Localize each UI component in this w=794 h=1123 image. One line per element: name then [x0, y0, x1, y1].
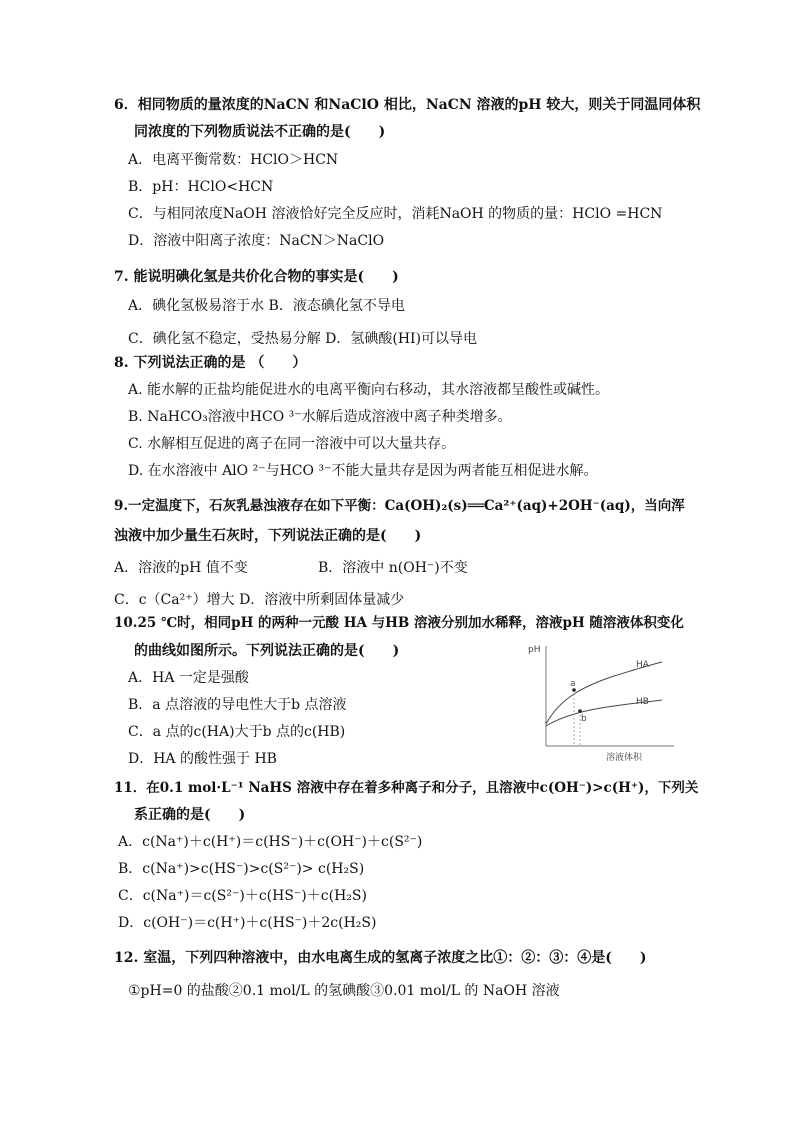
- point-b-label: b: [581, 714, 587, 724]
- q7-option-ab: A．碘化氢极易溶于水 B．液态碘化氢不导电: [128, 298, 405, 314]
- series-label-ha: HA: [636, 660, 649, 670]
- q10-stem-line2: 的曲线如图所示。下列说法正确的是( ): [134, 643, 400, 659]
- series-label-hb: HB: [636, 697, 649, 707]
- q6-option-b: B．pH：HClO<HCN: [128, 179, 274, 195]
- q10-option-c: C．a 点的c(HA)大于b 点的c(HB): [128, 724, 346, 740]
- q6-stem-line1: 6．相同物质的量浓度的NaCN 和NaClO 相比，NaCN 溶液的pH 较大，则关于同温同体积: [114, 97, 701, 113]
- q8-option-a: A. 能水解的正盐均能促进水的电离平衡向右移动，其水溶液都呈酸性或碱性。: [128, 382, 610, 398]
- ph-dilution-chart: [524, 640, 684, 762]
- q6-option-d: D．溶液中阳离子浓度：NaCN＞NaClO: [128, 233, 385, 249]
- q8-option-b: B. NaHCO₃溶液中HCO ³⁻水解后造成溶液中离子种类增多。: [128, 409, 512, 425]
- q8-option-d: D. 在水溶液中 AlO ²⁻与HCO ³⁻不能大量共存是因为两者能互相促进水解。: [128, 463, 598, 479]
- q10-stem-line1: 10.25 ℃时，相同pH 的两种一元酸 HA 与HB 溶液分别加水稀释，溶液pH 随溶液体积变化: [114, 615, 684, 631]
- q11-option-c: C．c(Na⁺)＝c(S²⁻)＋c(HS⁻)＋c(H₂S): [118, 888, 367, 904]
- q8-stem: 8. 下列说法正确的是 （ ）: [114, 355, 307, 371]
- q11-option-d: D．c(OH⁻)＝c(H⁺)＋c(HS⁻)＋2c(H₂S): [118, 915, 377, 931]
- q6-option-a: A．电离平衡常数：HClO＞HCN: [128, 152, 339, 168]
- x-axis-label: 溶液体积: [606, 753, 643, 762]
- q12-solutions-line: ①pH=0 的盐酸②0.1 mol/L 的氢碘酸③0.01 mol/L 的 NaOH 溶液: [128, 983, 560, 999]
- q10-option-b: B．a 点溶液的导电性大于b 点溶液: [128, 697, 347, 713]
- point-b-marker: [578, 709, 582, 713]
- chart-svg: [524, 640, 684, 762]
- point-a-label: a: [570, 679, 576, 689]
- q9-stem-line1: 9.一定温度下，石灰乳悬浊液存在如下平衡：Ca(OH)₂(s)══Ca²⁺(aq)+2OH⁻(aq)，当向浑: [114, 498, 685, 514]
- q6-stem-line2: 同浓度的下列物质说法不正确的是( ): [134, 124, 386, 140]
- q11-stem-line2: 系正确的是( ): [134, 807, 246, 823]
- q9-option-a: A．溶液的pH 值不变: [114, 560, 248, 576]
- q7-option-cd: C．碘化氢不稳定，受热易分解 D．氢碘酸(HI)可以导电: [128, 331, 478, 347]
- q9-option-cd: C．c（Ca²⁺）增大 D．溶液中所剩固体量减少: [114, 592, 405, 608]
- q10-option-d: D．HA 的酸性强于 HB: [128, 751, 277, 767]
- series-line-ha: [546, 662, 662, 724]
- q7-stem: 7. 能说明碘化氢是共价化合物的事实是( ): [114, 269, 399, 285]
- q12-stem: 12. 室温，下列四种溶液中，由水电离生成的氢离子浓度之比①：②：③：④是( ): [114, 950, 647, 966]
- q9-option-b: B．溶液中 n(OH⁻)不变: [318, 560, 468, 576]
- y-axis-label: pH: [528, 645, 541, 655]
- q11-option-b: B．c(Na⁺)>c(HS⁻)>c(S²⁻)> c(H₂S): [118, 861, 365, 877]
- q8-option-c: C. 水解相互促进的离子在同一溶液中可以大量共存。: [128, 436, 456, 452]
- q6-option-c: C．与相同浓度NaOH 溶液恰好完全反应时，消耗NaOH 的物质的量：HClO =HCN: [128, 206, 663, 222]
- q11-stem-line1: 11．在0.1 mol·L⁻¹ NaHS 溶液中存在着多种离子和分子，且溶液中c(OH⁻)>c(H⁺)，下列关: [114, 780, 699, 796]
- q10-option-a: A．HA 一定是强酸: [128, 670, 249, 686]
- q11-option-a: A．c(Na⁺)＋c(H⁺)＝c(HS⁻)＋c(OH⁻)＋c(S²⁻): [118, 834, 423, 850]
- q9-stem-line2: 浊液中加少量生石灰时，下列说法正确的是( ): [114, 528, 422, 544]
